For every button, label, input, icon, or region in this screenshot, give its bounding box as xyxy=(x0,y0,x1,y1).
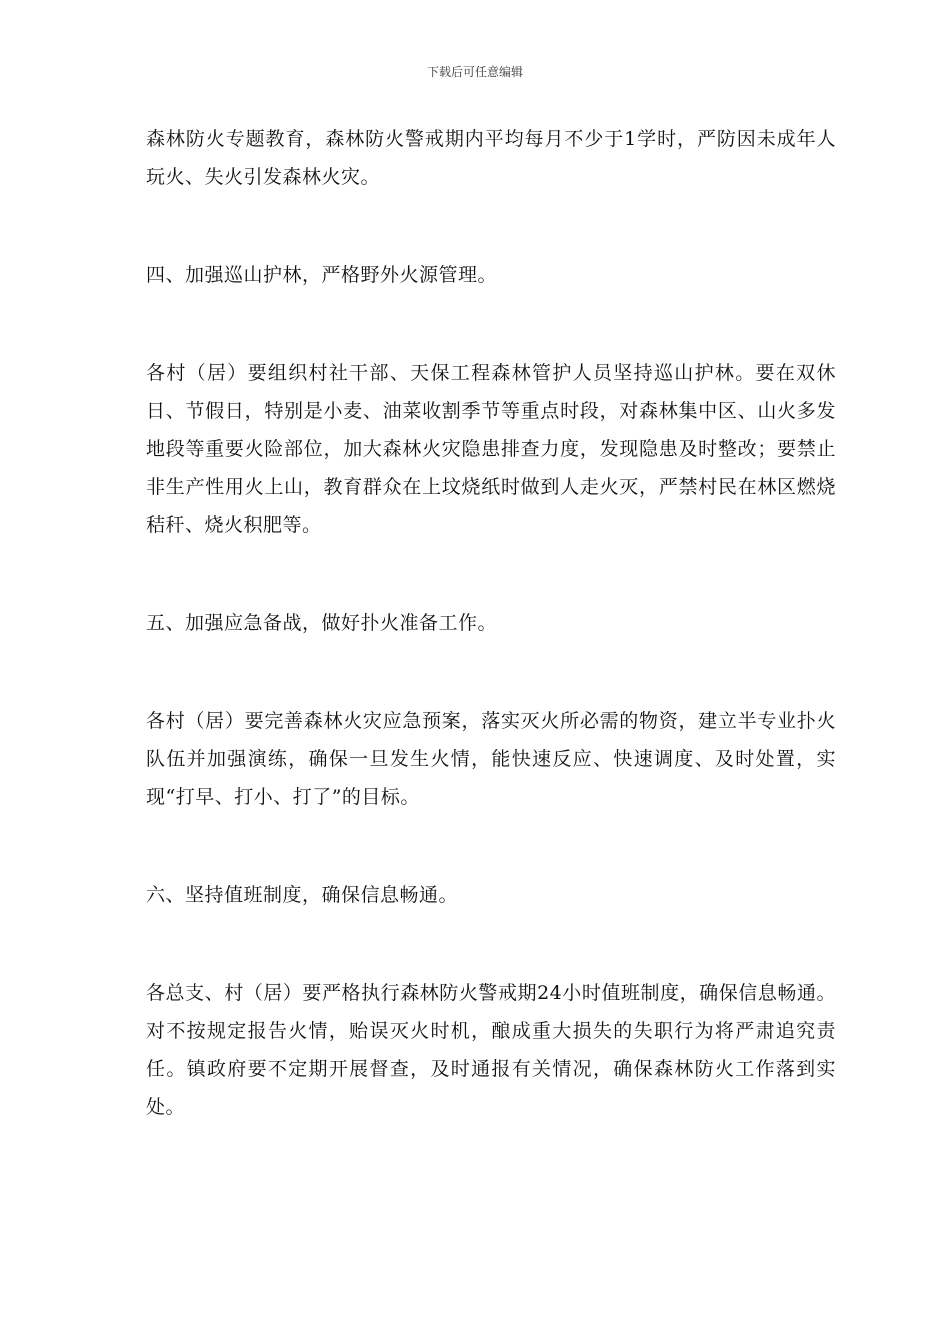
heading-section-5: 五、加强应急备战，做好扑火准备工作。 xyxy=(146,612,498,634)
paragraph-patrol: 各村（居）要组织村社干部、天保工程森林管护人员坚持巡山护林。要在双休日、节假日，特别是小麦、油菜收割季节等重点时段，对森林集中区、山火多发地段等重要火险部位，加大森林火灾隐患排查力度，发现隐患及时整改；要禁止非生产性用火上山，教育群众在上坟烧纸时做到人走火灭，严禁村民在林区燃烧秸秆、烧火积肥等。 xyxy=(146,362,836,536)
heading-section-6: 六、坚持值班制度，确保信息畅通。 xyxy=(146,884,459,906)
paragraph-emergency: 各村（居）要完善森林火灾应急预案，落实灭火所必需的物资，建立半专业扑火队伍并加强演练，确保一旦发生火情，能快速反应、快速调度、及时处置，实现“打早、打小、打了”的目标。 xyxy=(146,710,836,808)
page-header: 下载后可任意编辑 xyxy=(426,65,523,79)
document-body xyxy=(146,120,836,1126)
paragraph-fire-education: 森林防火专题教育，森林防火警戒期内平均每月不少于1学时，严防因未成年人玩火、失火引发森林火灾。 xyxy=(146,128,836,188)
paragraph-duty: 各总支、村（居）要严格执行森林防火警戒期24小时值班制度，确保信息畅通。对不按规定报告火情，贻误灭火时机，酿成重大损失的失职行为将严肃追究责任。镇政府要不定期开展督查，及时通报有关情况，确保森林防火工作落到实处。 xyxy=(146,982,836,1118)
heading-section-4: 四、加强巡山护林，严格野外火源管理。 xyxy=(146,264,498,286)
